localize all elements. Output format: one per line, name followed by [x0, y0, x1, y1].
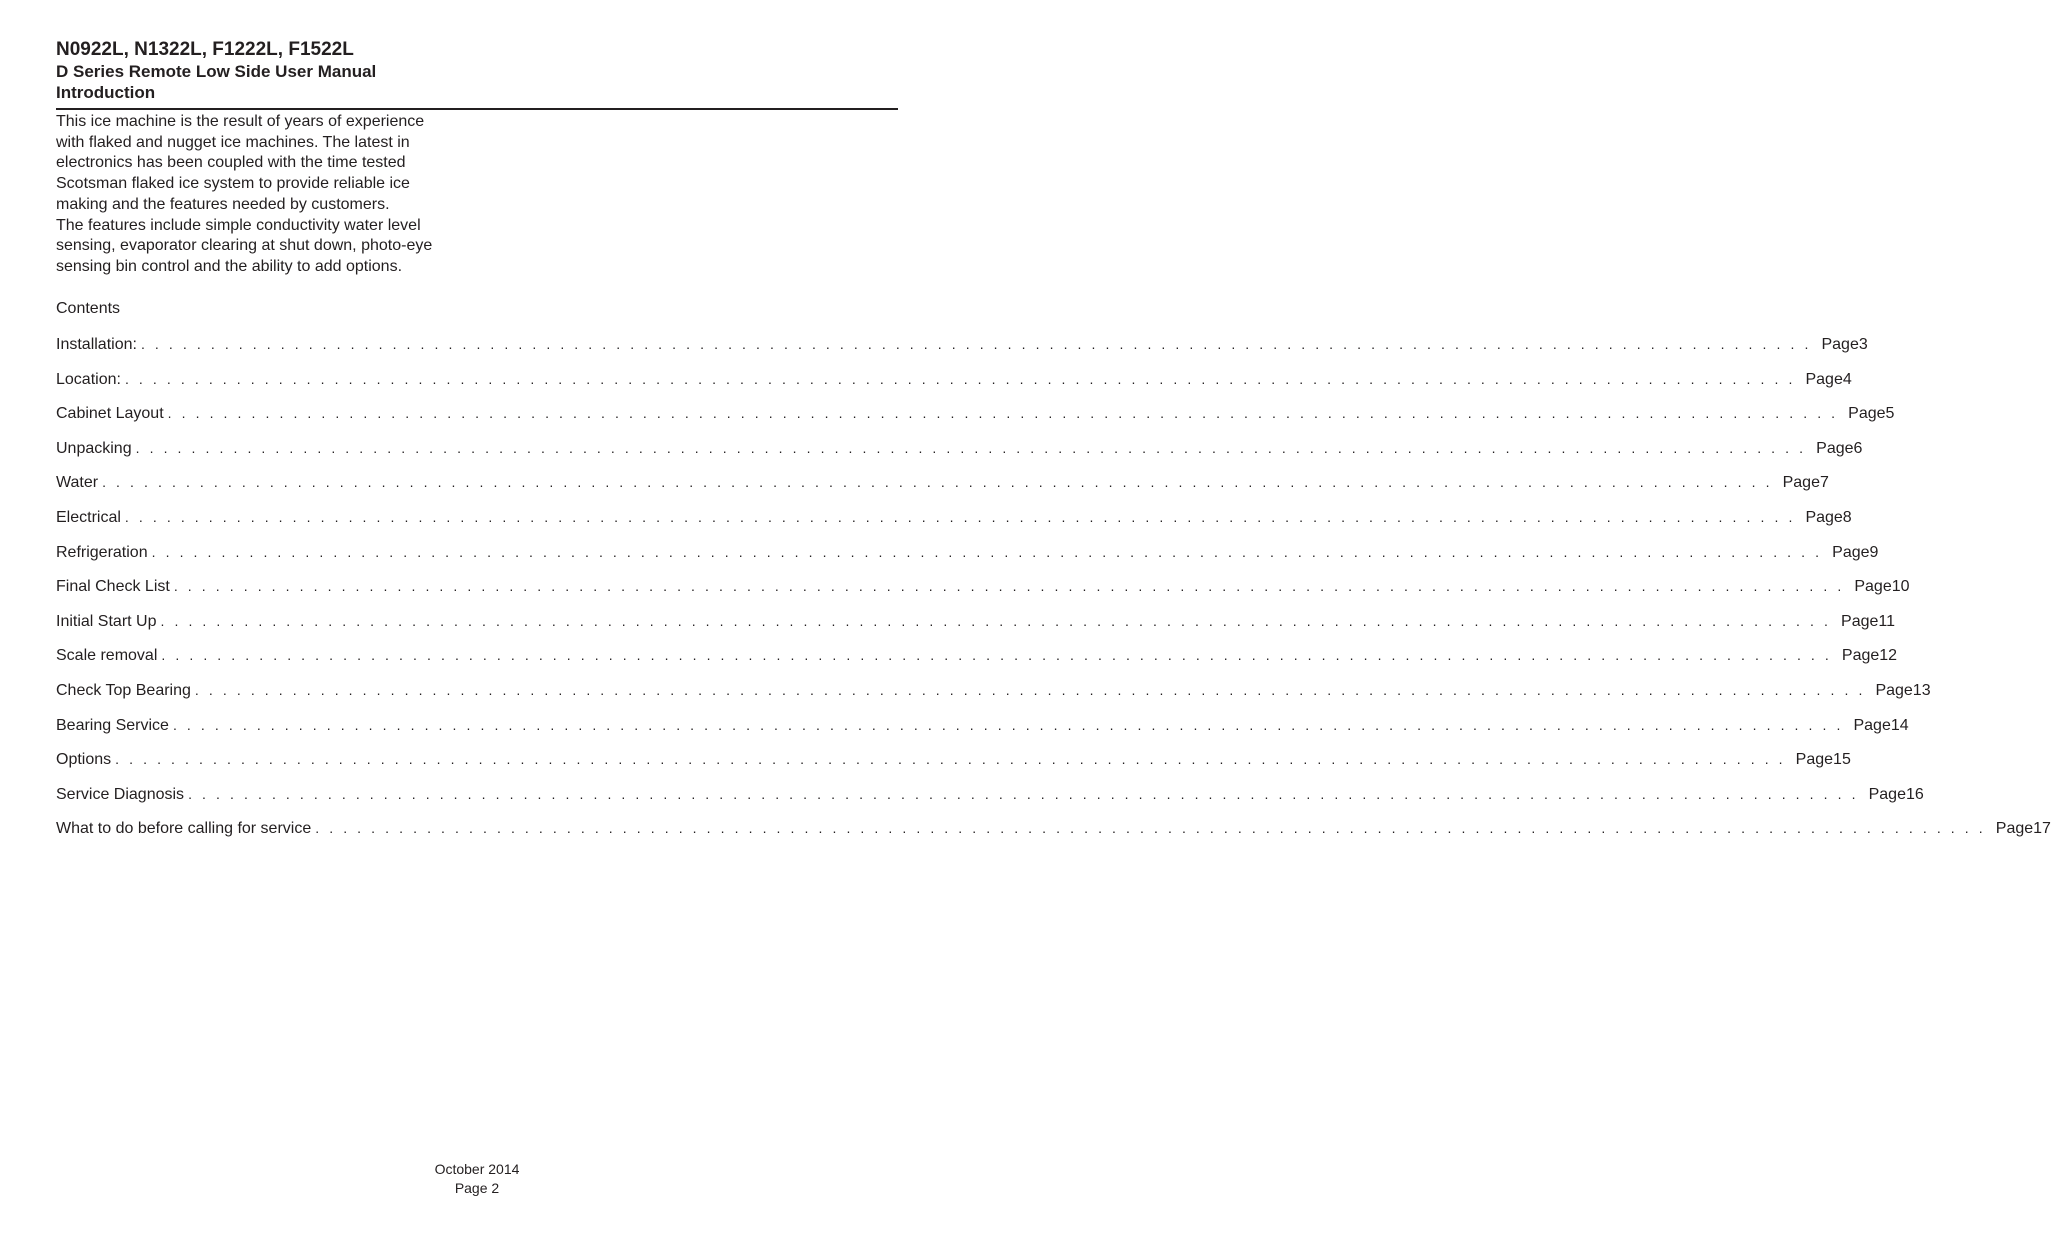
toc-entry — [56, 369, 1852, 404]
toc-entry-label: Electrical — [56, 508, 121, 526]
page-header — [56, 38, 898, 103]
intro-line: with flaked and nugget ice machines. The latest in — [56, 133, 410, 151]
toc-entry-label: Initial Start Up — [56, 612, 157, 630]
table-of-contents — [56, 334, 2051, 853]
toc-entry-page: Page5 — [1848, 405, 1895, 423]
intro-line: sensing bin control and the ability to add options. — [56, 257, 403, 275]
toc-entry — [56, 472, 1829, 507]
toc-entry — [56, 784, 1924, 819]
toc-entry-label: Bearing Service — [56, 716, 169, 734]
toc-dot-leader: . . . . . . . . . . . . . . . . . . . . . . . . . . . . . . . . . . . . . . . . . . . . . . . . . . . . . . . . . . . . . . . . . . . . . . . . . . . . . . . . . . . . . . . . . . . . . . . . . . . . . . . . . . . . . . . . . . . . . . . . — [161, 647, 1832, 664]
toc-dot-leader: . . . . . . . . . . . . . . . . . . . . . . . . . . . . . . . . . . . . . . . . . . . . . . . . . . . . . . . . . . . . . . . . . . . . . . . . . . . . . . . . . . . . . . . . . . . . . . . . . . . . . . . . . . . . . . . . . . . . . . . . — [124, 508, 1796, 525]
toc-entry-page: Page10 — [1854, 578, 1910, 596]
toc-dot-leader: . . . . . . . . . . . . . . . . . . . . . . . . . . . . . . . . . . . . . . . . . . . . . . . . . . . . . . . . . . . . . . . . . . . . . . . . . . . . . . . . . . . . . . . . . . . . . . . . . . . . . . . . . . . . . . . . . . . . . . . . — [167, 405, 1839, 422]
toc-dot-leader: . . . . . . . . . . . . . . . . . . . . . . . . . . . . . . . . . . . . . . . . . . . . . . . . . . . . . . . . . . . . . . . . . . . . . . . . . . . . . . . . . . . . . . . . . . . . . . . . . . . . . . . . . . . . . . . . . . . . . . . . — [140, 336, 1812, 352]
toc-dot-leader: . . . . . . . . . . . . . . . . . . . . . . . . . . . . . . . . . . . . . . . . . . . . . . . . . . . . . . . . . . . . . . . . . . . . . . . . . . . . . . . . . . . . . . . . . . . . . . . . . . . . . . . . . . . . . . . . . . . . . . . . — [160, 612, 1832, 629]
toc-entry-page: Page3 — [1821, 336, 1868, 353]
model-numbers-title: N0922L, N1322L, F1222L, F1522L — [56, 39, 354, 60]
toc-entry — [56, 818, 2051, 853]
contents-heading: Contents — [56, 300, 121, 317]
toc-entry-label: Location: — [56, 370, 121, 388]
toc-dot-leader: . . . . . . . . . . . . . . . . . . . . . . . . . . . . . . . . . . . . . . . . . . . . . . . . . . . . . . . . . . . . . . . . . . . . . . . . . . . . . . . . . . . . . . . . . . . . . . . . . . . . . . . . . . . . . . . . . . . . . . . . — [172, 716, 1844, 733]
toc-entry-label: Check Top Bearing — [56, 681, 191, 699]
intro-line: Scotsman flaked ice system to provide reliable ice — [56, 175, 410, 193]
toc-dot-leader: . . . . . . . . . . . . . . . . . . . . . . . . . . . . . . . . . . . . . . . . . . . . . . . . . . . . . . . . . . . . . . . . . . . . . . . . . . . . . . . . . . . . . . . . . . . . . . . . . . . . . . . . . . . . . . . . . . . . . . . . — [173, 578, 1845, 595]
toc-entry — [56, 715, 1909, 750]
toc-entry-page: Page14 — [1853, 716, 1909, 734]
toc-entry — [56, 645, 1898, 680]
toc-entry-label: Service Diagnosis — [56, 785, 185, 803]
intro-line: sensing, evaporator clearing at shut down, photo-eye — [56, 237, 433, 255]
toc-entry-page: Page6 — [1816, 439, 1863, 457]
toc-entry — [56, 542, 1879, 577]
toc-dot-leader: . . . . . . . . . . . . . . . . . . . . . . . . . . . . . . . . . . . . . . . . . . . . . . . . . . . . . . . . . . . . . . . . . . . . . . . . . . . . . . . . . . . . . . . . . . . . . . . . . . . . . . . . . . . . . . . . . . . . . . . . — [315, 820, 1986, 837]
toc-dot-leader: . . . . . . . . . . . . . . . . . . . . . . . . . . . . . . . . . . . . . . . . . . . . . . . . . . . . . . . . . . . . . . . . . . . . . . . . . . . . . . . . . . . . . . . . . . . . . . . . . . . . . . . . . . . . . . . . . . . . . . . . — [188, 785, 1859, 802]
page-footer — [0, 1160, 954, 1198]
toc-dot-leader: . . . . . . . . . . . . . . . . . . . . . . . . . . . . . . . . . . . . . . . . . . . . . . . . . . . . . . . . . . . . . . . . . . . . . . . . . . . . . . . . . . . . . . . . . . . . . . . . . . . . . . . . . . . . . . . . . . . . . . . . — [194, 681, 1866, 698]
toc-entry — [56, 334, 1868, 369]
toc-entry-label: Scale removal — [56, 647, 158, 665]
manual-title: D Series Remote Low Side User Manual — [56, 62, 377, 81]
toc-entry-label: Refrigeration — [56, 543, 148, 561]
toc-entry-label: What to do before calling for service — [56, 820, 312, 838]
toc-entry-label: Installation: — [56, 336, 137, 353]
toc-entry-page: Page11 — [1841, 612, 1895, 630]
section-title: Introduction — [56, 83, 156, 102]
toc-entry — [56, 576, 1910, 611]
toc-entry — [56, 438, 1863, 473]
intro-line: making and the features needed by customers. — [56, 195, 390, 213]
toc-entry-page: Page15 — [1795, 751, 1851, 769]
toc-entry — [56, 749, 1851, 784]
toc-dot-leader: . . . . . . . . . . . . . . . . . . . . . . . . . . . . . . . . . . . . . . . . . . . . . . . . . . . . . . . . . . . . . . . . . . . . . . . . . . . . . . . . . . . . . . . . . . . . . . . . . . . . . . . . . . . . . . . . . . . . . . . . — [102, 474, 1773, 491]
toc-entry — [56, 403, 1895, 438]
intro-line: This ice machine is the result of years of experience — [56, 113, 425, 130]
toc-entry-label: Unpacking — [56, 439, 132, 457]
toc-entry-label: Cabinet Layout — [56, 405, 164, 423]
toc-dot-leader: . . . . . . . . . . . . . . . . . . . . . . . . . . . . . . . . . . . . . . . . . . . . . . . . . . . . . . . . . . . . . . . . . . . . . . . . . . . . . . . . . . . . . . . . . . . . . . . . . . . . . . . . . . . . . . . . . . . . . . . . — [124, 370, 1796, 387]
toc-entry-page: Page7 — [1782, 474, 1829, 492]
toc-dot-leader: . . . . . . . . . . . . . . . . . . . . . . . . . . . . . . . . . . . . . . . . . . . . . . . . . . . . . . . . . . . . . . . . . . . . . . . . . . . . . . . . . . . . . . . . . . . . . . . . . . . . . . . . . . . . . . . . . . . . . . . . — [135, 439, 1807, 456]
toc-dot-leader: . . . . . . . . . . . . . . . . . . . . . . . . . . . . . . . . . . . . . . . . . . . . . . . . . . . . . . . . . . . . . . . . . . . . . . . . . . . . . . . . . . . . . . . . . . . . . . . . . . . . . . . . . . . . . . . . . . . . . . . . — [115, 751, 1786, 768]
toc-entry — [56, 680, 1931, 715]
toc-entry — [56, 611, 1895, 646]
toc-dot-leader: . . . . . . . . . . . . . . . . . . . . . . . . . . . . . . . . . . . . . . . . . . . . . . . . . . . . . . . . . . . . . . . . . . . . . . . . . . . . . . . . . . . . . . . . . . . . . . . . . . . . . . . . . . . . . . . . . . . . . . . . — [151, 543, 1823, 560]
header-divider — [56, 108, 898, 110]
toc-entry-page: Page13 — [1875, 681, 1931, 699]
intro-line: electronics has been coupled with the time tested — [56, 154, 406, 172]
toc-entry-label: Water — [56, 474, 99, 492]
toc-entry-page: Page4 — [1805, 370, 1852, 388]
toc-entry-page: Page9 — [1832, 543, 1879, 561]
toc-entry-page: Page17 — [1995, 820, 2051, 838]
toc-entry-page: Page8 — [1805, 508, 1852, 526]
footer-page-number: Page 2 — [454, 1180, 500, 1196]
intro-line: The features include simple conductivity water level — [56, 216, 421, 234]
toc-entry-label: Options — [56, 751, 112, 769]
toc-entry-page: Page12 — [1841, 647, 1898, 665]
toc-entry — [56, 507, 1852, 542]
toc-entry-label: Final Check List — [56, 578, 170, 596]
toc-entry-page: Page16 — [1868, 785, 1924, 803]
intro-paragraph — [56, 112, 476, 278]
footer-date: October 2014 — [434, 1161, 520, 1177]
